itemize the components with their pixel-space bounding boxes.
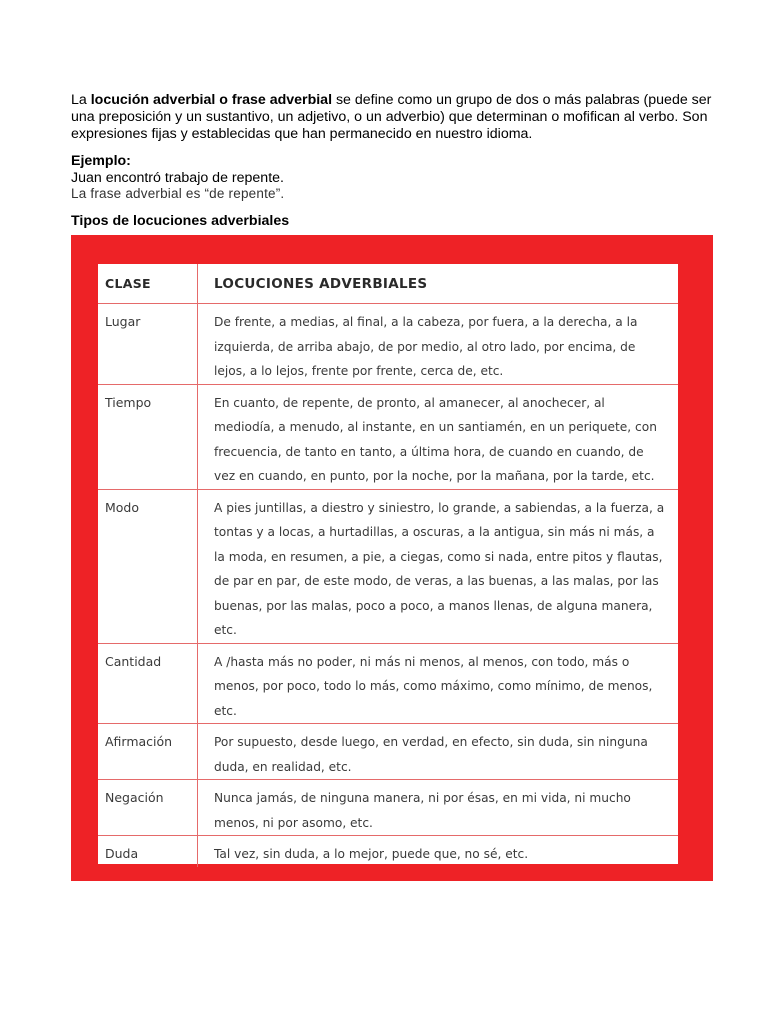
- table-row: [98, 836, 678, 867]
- table-row: [98, 304, 678, 385]
- table-row: [98, 384, 678, 489]
- types-heading: Tipos de locuciones adverbiales: [71, 213, 290, 229]
- term-highlight: locución adverbial o frase adverbial: [90, 92, 333, 108]
- document-body: [71, 92, 713, 230]
- row-locuciones: Por supuesto, desde luego, en verdad, en efecto, sin duda, sin ninguna duda, en realidad, etc.: [198, 724, 679, 780]
- row-locuciones: Nunca jamás, de ninguna manera, ni por ésas, en mi vida, ni mucho menos, ni por asomo, etc.: [198, 780, 679, 836]
- table-row: [98, 724, 678, 780]
- table-header-row: [98, 264, 678, 304]
- example-note: La frase adverbial es “de repente”.: [71, 186, 285, 201]
- row-clase: Duda: [98, 836, 198, 867]
- row-clase: Tiempo: [98, 384, 198, 489]
- row-clase: Modo: [98, 489, 198, 643]
- header-locuciones: LOCUCIONES ADVERBIALES: [198, 264, 679, 304]
- table-image-frame: [71, 235, 713, 881]
- adverbial-table: [98, 264, 678, 864]
- table-row: [98, 780, 678, 836]
- example-sentence: Juan encontró trabajo de repente.: [71, 170, 284, 186]
- row-clase: Negación: [98, 780, 198, 836]
- intro-paragraph: La locución adverbial o frase adverbial se define como un grupo de dos o más palabras (puede ser una preposición y un sustantivo, un adjetivo, o un adverbio) que determinan o mofifican al verbo. Son expresiones fijas y establecidas que han permanecido en nuestro idioma.: [71, 92, 712, 142]
- header-clase: CLASE: [98, 264, 198, 304]
- row-clase: Afirmación: [98, 724, 198, 780]
- row-locuciones: En cuanto, de repente, de pronto, al amanecer, al anochecer, al mediodía, a menudo, al instante, en un santiamén, en un periquete, con frecuencia, de tanto en tanto, a última hora, de cuando en cuando, de vez en cuando, en punto, por la noche, por la mañana, por la tarde, etc.: [198, 384, 679, 489]
- example-heading: Ejemplo:: [71, 153, 131, 169]
- row-locuciones: A /hasta más no poder, ni más ni menos, al menos, con todo, más o menos, por poco, todo lo más, como máximo, como mínimo, de menos, etc.: [198, 643, 679, 724]
- row-locuciones: Tal vez, sin duda, a lo mejor, puede que, no sé, etc.: [214, 847, 529, 861]
- row-locuciones: De frente, a medias, al final, a la cabeza, por fuera, a la derecha, a la izquierda, de arriba abajo, de por medio, al otro lado, por encima, de lejos, a lo lejos, frente por frente, cerca de, etc.: [198, 304, 679, 385]
- row-clase: Lugar: [98, 304, 198, 385]
- row-clase: Cantidad: [98, 643, 198, 724]
- table-row: [98, 489, 678, 643]
- row-locuciones: A pies juntillas, a diestro y siniestro, lo grande, a sabiendas, a la fuerza, a tontas y a locas, a hurtadillas, a oscuras, a la antigua, sin más ni más, a la moda, en resumen, a pie, a ciegas, como si nada, entre pitos y flautas, de par en par, de este modo, de veras, a las buenas, a las malas, por las buenas, por las malas, poco a poco, a manos llenas, de alguna manera, etc.: [198, 489, 679, 643]
- table-row: [98, 643, 678, 724]
